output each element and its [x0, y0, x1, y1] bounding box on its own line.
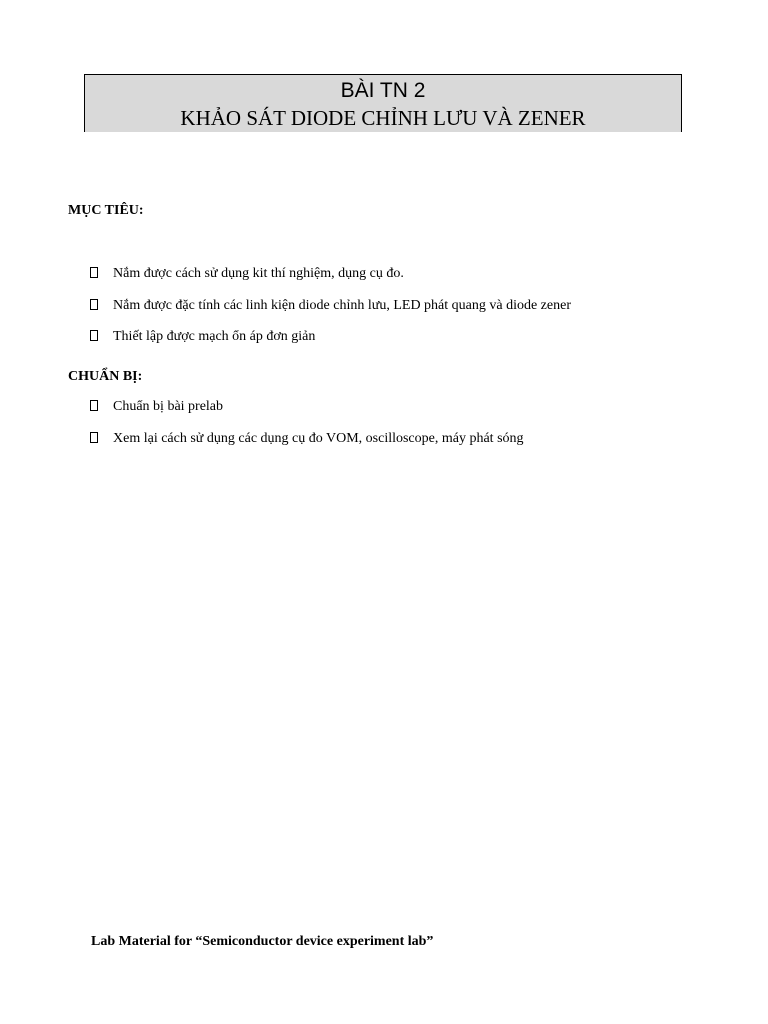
bullet-icon	[90, 299, 98, 310]
preparation-item	[90, 398, 223, 416]
bullet-icon	[90, 432, 98, 443]
preparation-item	[90, 430, 524, 448]
bullet-icon	[90, 330, 98, 341]
objective-text: Thiết lập được mạch ổn áp đơn giản	[113, 329, 316, 344]
objective-item	[90, 297, 571, 315]
preparation-text: Xem lại cách sử dụng các dụng cụ đo VOM, oscilloscope, máy phát sóng	[113, 431, 524, 446]
objective-text: Nắm được cách sử dụng kit thí nghiệm, dụng cụ đo.	[113, 266, 404, 281]
objectives-heading: MỤC TIÊU:	[68, 203, 144, 218]
title-box	[84, 74, 682, 132]
bullet-icon	[90, 267, 98, 278]
objective-text: Nắm được đặc tính các linh kiện diode chỉnh lưu, LED phát quang và diode zener	[113, 298, 571, 313]
lab-number-title: BÀI TN 2	[340, 79, 426, 102]
page-footer: Lab Material for “Semiconductor device experiment lab”	[91, 934, 434, 949]
objective-item	[90, 328, 315, 346]
bullet-icon	[90, 400, 98, 411]
preparation-heading: CHUẨN BỊ:	[68, 369, 143, 384]
preparation-text: Chuẩn bị bài prelab	[113, 399, 224, 414]
objective-item	[90, 265, 404, 283]
lab-subject-title: KHẢO SÁT DIODE CHỈNH LƯU VÀ ZENER	[180, 106, 586, 130]
